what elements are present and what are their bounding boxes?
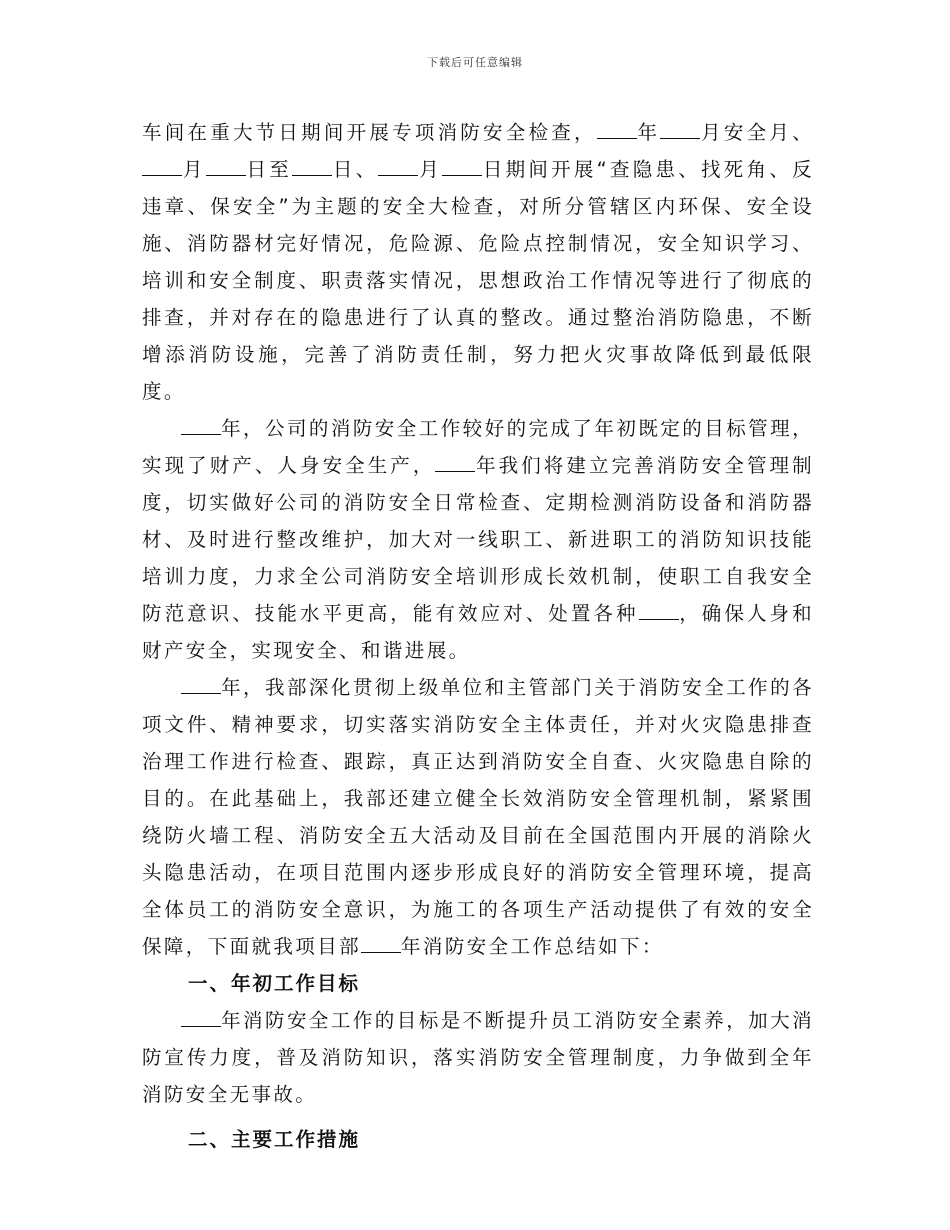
section-heading-1: 一、年初工作目标: [188, 972, 361, 995]
fill-in-blank: [639, 618, 679, 620]
paragraph-4: 年消防安全工作的目标是不断提升员工消防安全素养，加大消防宣传力度，普及消防知识，落实消防安全管理制度，力争做到全年消防安全无事故。: [142, 1009, 814, 1106]
fill-in-blank: [181, 1025, 221, 1027]
fill-in-blank: [181, 433, 221, 435]
page-header: 下载后可任意编辑: [427, 56, 523, 69]
document-body: [142, 114, 814, 1158]
fill-in-blank: [206, 174, 246, 176]
fill-in-blank: [660, 137, 700, 139]
fill-in-blank: [442, 174, 482, 176]
fill-in-blank: [378, 174, 418, 176]
paragraph-1: 车间在重大节日期间开展专项消防安全检查， 年 月安全月、月 日至 日、 月 日期间开展“查隐患、找死角、反违章、保安全”为主题的安全大检查，对所分管辖区内环保、安全设施、消防器材完好情况，危险源、危险点控制情况，安全知识学习、培训和安全制度、职责落实情况，思想政治工作情况等进行了彻底的排查，并对存在的隐患进行了认真的整改。通过整治消防隐患，不断增添消防设施，完善了消防责任制，努力把火灾事故降低到最低限度。: [142, 121, 814, 403]
fill-in-blank: [181, 692, 221, 694]
fill-in-blank: [597, 137, 637, 139]
fill-in-blank: [142, 174, 182, 176]
section-heading-2: 二、主要工作措施: [188, 1128, 361, 1151]
fill-in-blank: [292, 174, 332, 176]
paragraph-3: 年，我部深化贯彻上级单位和主管部门关于消防安全工作的各项文件、精神要求，切实落实消防安全主体责任，并对火灾隐患排查治理工作进行检查、跟踪，真正达到消防安全自查、火灾隐患自除的目的。在此基础上，我部还建立健全长效消防安全管理机制，紧紧围绕防火墙工程、消防安全五大活动及目前在全国范围内开展的消除火头隐患活动，在项目范围内逐步形成良好的消防安全管理环境，提高全体员工的消防安全意识，为施工的各项生产活动提供了有效的安全保障，下面就我项目部 年消防安全工作总结如下：: [142, 676, 814, 958]
fill-in-blank: [435, 470, 475, 472]
paragraph-2: 年，公司的消防安全工作较好的完成了年初既定的目标管理，实现了财产、人身安全生产， 年我们将建立完善消防安全管理制度，切实做好公司的消防安全日常检查、定期检测消防设备和消防器材、及时进行整改维护，加大对一线职工、新进职工的消防知识技能培训力度，力求全公司消防安全培训形成长效机制，使职工自我安全防范意识、技能水平更高，能有效应对、处置各种 ，确保人身和财产安全，实现安全、和谐进展。: [142, 417, 814, 662]
fill-in-blank: [361, 951, 401, 953]
